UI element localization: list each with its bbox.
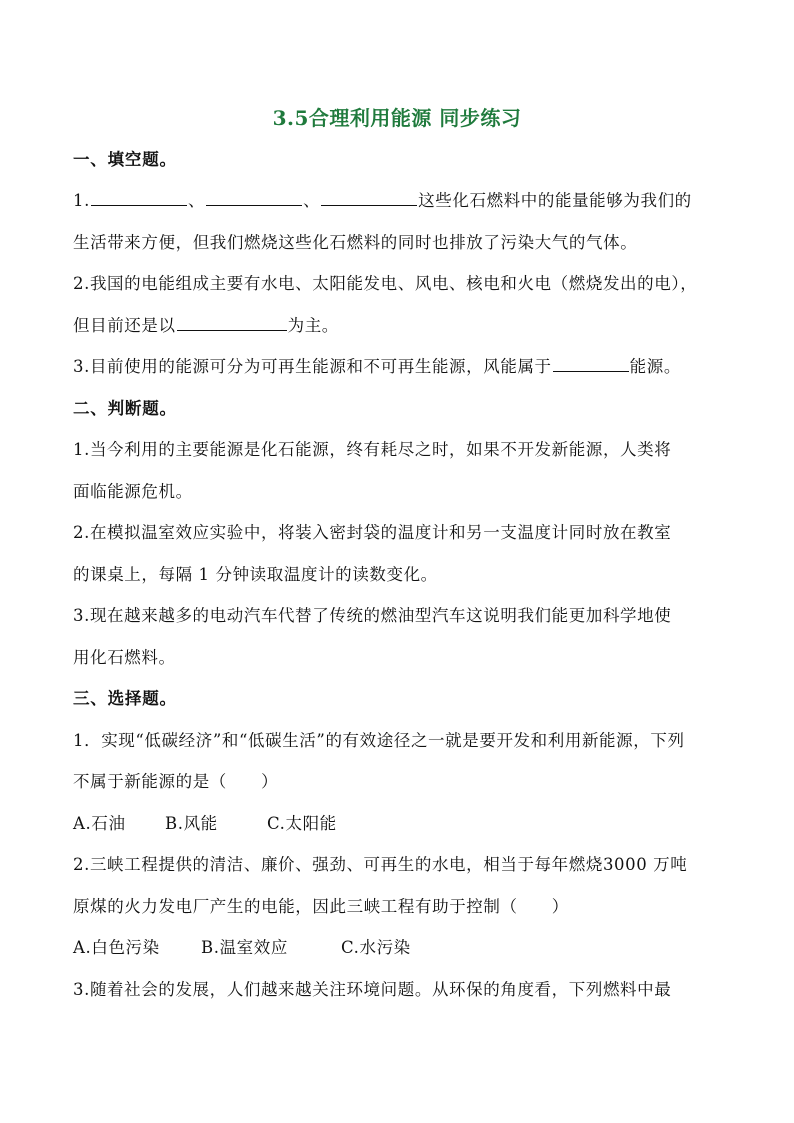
choice-question-2-line-1: 2.三峡工程提供的清洁、廉价、强劲、可再生的水电，相当于每年燃烧3000 万吨 <box>73 855 688 874</box>
option-c[interactable]: C.水污染 <box>341 938 411 957</box>
option-c[interactable]: C.太阳能 <box>267 814 337 833</box>
separator: 、 <box>303 191 321 210</box>
answer-blank[interactable] <box>553 353 629 372</box>
section-heading-judge: 二、判断题。 <box>73 399 177 418</box>
answer-blank[interactable] <box>206 187 302 206</box>
fill-question-2-line-2 <box>73 312 753 340</box>
question-number: 1. <box>73 191 90 210</box>
separator: 、 <box>187 191 206 210</box>
choice-question-1-line-1: 1．实现“低碳经济”和“低碳生活”的有效途径之一就是要开发和利用新能源，下列 <box>73 731 685 750</box>
fill-question-1-line-1 <box>73 187 753 215</box>
question-text: 为主。 <box>287 316 339 335</box>
answer-blank[interactable] <box>177 312 287 331</box>
answer-blank[interactable] <box>91 187 187 206</box>
page-title: 3.5合理利用能源 同步练习 <box>272 106 522 130</box>
section-heading-fill: 一、填空题。 <box>73 150 177 169</box>
answer-blank[interactable] <box>321 187 417 206</box>
fill-question-1-line-2: 生活带来方便，但我们燃烧这些化石燃料的同时也排放了污染大气的气体。 <box>73 233 638 252</box>
judge-question-3-line-2: 用化石燃料。 <box>73 648 176 667</box>
fill-question-2-line-1: 2.我国的电能组成主要有水电、太阳能发电、风电、核电和火电（燃烧发出的电）， <box>73 274 698 293</box>
question-text: 这些化石燃料中的能量能够为我们的 <box>418 191 692 210</box>
question-text: 能源。 <box>629 357 681 376</box>
option-b[interactable]: B.温室效应 <box>201 938 288 957</box>
judge-question-2-line-1: 2.在模拟温室效应实验中，将装入密封袋的温度计和另一支温度计同时放在教室 <box>73 523 672 542</box>
choice-question-2-line-2: 原煤的火力发电厂产生的电能，因此三峡工程有助于控制（ ） <box>73 897 569 916</box>
judge-question-1-line-2: 面临能源危机。 <box>73 482 193 501</box>
choice-question-1-options <box>73 810 753 838</box>
question-text: 但目前还是以 <box>73 316 176 335</box>
option-a[interactable]: A.白色污染 <box>73 938 160 957</box>
choice-question-3-line-1: 3.随着社会的发展，人们越来越关注环境问题。从环保的角度看，下列燃料中最 <box>73 980 672 999</box>
choice-question-2-options <box>73 934 753 962</box>
judge-question-2-line-2: 的课桌上，每隔 1 分钟读取温度计的读数变化。 <box>73 565 438 584</box>
judge-question-3-line-1: 3.现在越来越多的电动汽车代替了传统的燃油型汽车这说明我们能更加科学地使 <box>73 606 672 625</box>
option-b[interactable]: B.风能 <box>165 814 218 833</box>
fill-question-3 <box>73 353 753 381</box>
section-heading-choice: 三、选择题。 <box>73 689 177 708</box>
option-a[interactable]: A.石油 <box>73 814 126 833</box>
judge-question-1-line-1: 1.当今利用的主要能源是化石能源，终有耗尽之时，如果不开发新能源，人类将 <box>73 440 672 459</box>
choice-question-1-line-2: 不属于新能源的是（ ） <box>73 772 279 791</box>
question-text: 3.目前使用的能源可分为可再生能源和不可再生能源，风能属于 <box>73 357 552 376</box>
